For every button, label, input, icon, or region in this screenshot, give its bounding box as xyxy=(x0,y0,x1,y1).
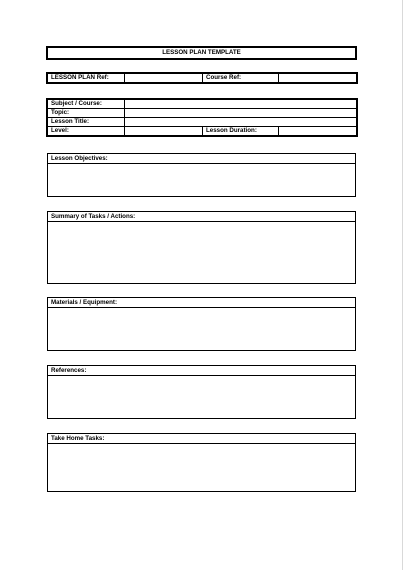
course-ref-label: Course Ref: xyxy=(203,74,279,83)
lesson-plan-ref-field[interactable] xyxy=(125,74,203,83)
lesson-objectives-field[interactable] xyxy=(48,164,355,197)
topic-field[interactable] xyxy=(125,109,357,118)
lesson-title-label: Lesson Title: xyxy=(48,118,125,127)
take-home-tasks-section xyxy=(47,433,356,492)
lesson-duration-field[interactable] xyxy=(279,127,357,136)
summary-of-tasks-label: Summary of Tasks / Actions: xyxy=(48,212,355,222)
details-table xyxy=(47,99,357,136)
references-section xyxy=(47,365,356,419)
ref-table xyxy=(47,73,357,83)
subject-field[interactable] xyxy=(125,100,357,109)
level-field[interactable] xyxy=(125,127,203,136)
materials-equipment-label: Materials / Equipment: xyxy=(48,298,355,308)
take-home-tasks-field[interactable] xyxy=(48,444,355,492)
materials-equipment-section xyxy=(47,297,356,351)
subject-label: Subject / Course: xyxy=(48,100,125,109)
lesson-objectives-section xyxy=(47,153,356,197)
references-field[interactable] xyxy=(48,376,355,419)
page-title: LESSON PLAN TEMPLATE xyxy=(48,48,356,59)
summary-of-tasks-field[interactable] xyxy=(48,222,355,284)
references-label: References: xyxy=(48,366,355,376)
lesson-plan-ref-label: LESSON PLAN Ref: xyxy=(48,74,125,83)
lesson-objectives-label: Lesson Objectives: xyxy=(48,154,355,164)
take-home-tasks-label: Take Home Tasks: xyxy=(48,434,355,444)
level-label: Level: xyxy=(48,127,125,136)
course-ref-field[interactable] xyxy=(279,74,357,83)
summary-of-tasks-section xyxy=(47,211,356,284)
materials-equipment-field[interactable] xyxy=(48,308,355,351)
lesson-title-field[interactable] xyxy=(125,118,357,127)
title-table xyxy=(47,47,356,59)
topic-label: Topic: xyxy=(48,109,125,118)
lesson-duration-label: Lesson Duration: xyxy=(203,127,279,136)
